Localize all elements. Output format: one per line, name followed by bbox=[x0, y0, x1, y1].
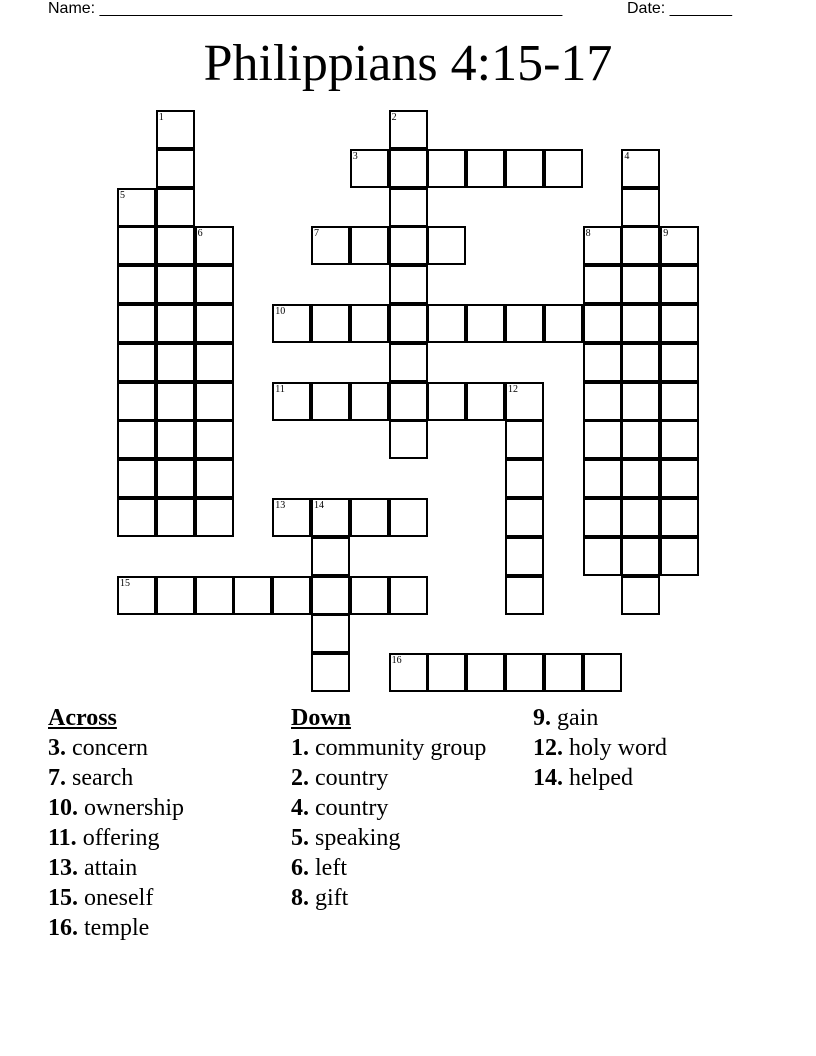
grid-cell[interactable] bbox=[660, 382, 699, 421]
clue-text: oneself bbox=[84, 885, 154, 911]
grid-cell[interactable] bbox=[272, 498, 311, 537]
grid-cell[interactable] bbox=[389, 110, 428, 149]
page-title: Philippians 4:15-17 bbox=[203, 35, 613, 92]
cell-number: 8 bbox=[585, 228, 591, 240]
clue-number: 1. bbox=[291, 735, 309, 761]
clue-number: 14. bbox=[533, 765, 563, 791]
grid-cell[interactable] bbox=[389, 226, 428, 265]
cell-number: 10 bbox=[275, 306, 286, 317]
cell-number: 9 bbox=[663, 228, 669, 240]
grid-cell[interactable] bbox=[621, 420, 660, 459]
grid-cell[interactable] bbox=[117, 576, 156, 615]
clue-text: search bbox=[72, 765, 134, 791]
grid-cell[interactable] bbox=[311, 653, 350, 692]
grid-cell[interactable] bbox=[427, 304, 466, 343]
grid-cell[interactable] bbox=[117, 498, 156, 537]
grid-cell[interactable] bbox=[544, 653, 583, 692]
grid-cell[interactable] bbox=[389, 653, 428, 692]
grid-cell[interactable] bbox=[350, 576, 389, 615]
clue-text: country bbox=[315, 795, 389, 821]
grid-cell[interactable] bbox=[311, 304, 350, 343]
grid-cell[interactable] bbox=[466, 304, 505, 343]
down-clue-list bbox=[291, 733, 511, 913]
grid-cell[interactable] bbox=[583, 420, 622, 459]
down-clues bbox=[291, 703, 511, 913]
clue-item bbox=[48, 913, 268, 943]
clue-text: community group bbox=[315, 735, 487, 761]
cell-number: 2 bbox=[391, 112, 397, 123]
grid-cell[interactable] bbox=[583, 653, 622, 692]
grid-cell[interactable] bbox=[117, 188, 156, 227]
clue-number: 5. bbox=[291, 825, 309, 851]
grid-cell[interactable] bbox=[311, 576, 350, 615]
grid-cell[interactable] bbox=[195, 420, 234, 459]
clue-number: 8. bbox=[291, 885, 309, 911]
grid-cell[interactable] bbox=[117, 343, 156, 382]
cell-number: 12 bbox=[508, 383, 518, 395]
grid-cell[interactable] bbox=[466, 382, 505, 421]
grid-cell[interactable] bbox=[272, 382, 311, 421]
grid-cell[interactable] bbox=[156, 420, 195, 459]
grid-cell[interactable] bbox=[156, 459, 195, 498]
grid-cell[interactable] bbox=[117, 420, 156, 459]
clue-text: attain bbox=[84, 855, 138, 881]
cell-number: 15 bbox=[120, 577, 130, 589]
grid-cell[interactable] bbox=[583, 265, 622, 304]
grid-cell[interactable] bbox=[195, 382, 234, 421]
grid-cell[interactable] bbox=[350, 226, 389, 265]
clue-text: country bbox=[315, 765, 389, 791]
grid-cell[interactable] bbox=[117, 382, 156, 421]
grid-cell[interactable] bbox=[195, 265, 234, 304]
clue-text: left bbox=[315, 855, 347, 881]
cell-number: 6 bbox=[197, 228, 203, 240]
clue-item bbox=[291, 763, 511, 793]
clue-number: 7. bbox=[48, 765, 66, 791]
clue-item bbox=[291, 853, 511, 883]
clue-item bbox=[48, 883, 268, 913]
grid-cell[interactable] bbox=[389, 149, 428, 188]
grid-cell[interactable] bbox=[389, 382, 428, 421]
grid-cell[interactable] bbox=[505, 653, 544, 692]
clue-number: 6. bbox=[291, 855, 309, 881]
grid-cell[interactable] bbox=[156, 226, 195, 265]
clue-item bbox=[291, 823, 511, 853]
grid-cell[interactable] bbox=[427, 149, 466, 188]
down-heading: Down bbox=[291, 705, 352, 731]
clue-item bbox=[48, 763, 268, 793]
down-clues-continued bbox=[533, 703, 773, 793]
clue-text: gain bbox=[557, 705, 599, 731]
grid-cell[interactable] bbox=[505, 537, 544, 576]
grid-cell[interactable] bbox=[660, 304, 699, 343]
grid-cell[interactable] bbox=[544, 304, 583, 343]
clue-text: holy word bbox=[569, 735, 667, 761]
clue-number: 2. bbox=[291, 765, 309, 791]
grid-cell[interactable] bbox=[389, 498, 428, 537]
grid-cell[interactable] bbox=[156, 265, 195, 304]
grid-cell[interactable] bbox=[660, 498, 699, 537]
grid-cell[interactable] bbox=[583, 343, 622, 382]
clue-number: 15. bbox=[48, 885, 78, 911]
grid-cell[interactable] bbox=[156, 110, 195, 149]
grid-cell[interactable] bbox=[156, 343, 195, 382]
grid-cell[interactable] bbox=[621, 576, 660, 615]
across-clue-list bbox=[48, 733, 268, 943]
grid-cell[interactable] bbox=[621, 537, 660, 576]
grid-cell[interactable] bbox=[660, 459, 699, 498]
cell-number: 13 bbox=[275, 500, 286, 511]
clue-number: 11. bbox=[48, 825, 77, 851]
clue-text: ownership bbox=[84, 795, 184, 821]
grid-cell[interactable] bbox=[117, 265, 156, 304]
grid-cell[interactable] bbox=[583, 382, 622, 421]
grid-cell[interactable] bbox=[117, 459, 156, 498]
clue-text: helped bbox=[569, 765, 633, 791]
grid-cell[interactable] bbox=[621, 304, 660, 343]
clue-text: temple bbox=[84, 915, 150, 941]
grid-cell[interactable] bbox=[195, 498, 234, 537]
grid-cell[interactable] bbox=[117, 304, 156, 343]
clue-number: 9. bbox=[533, 705, 551, 731]
grid-cell[interactable] bbox=[621, 382, 660, 421]
clue-item bbox=[48, 823, 268, 853]
grid-cell[interactable] bbox=[466, 653, 505, 692]
grid-cell[interactable] bbox=[311, 498, 350, 537]
grid-cell[interactable] bbox=[660, 537, 699, 576]
grid-cell[interactable] bbox=[156, 576, 195, 615]
clue-item bbox=[48, 793, 268, 823]
clue-item bbox=[291, 733, 511, 763]
clue-item bbox=[291, 793, 511, 823]
grid-cell[interactable] bbox=[389, 343, 428, 382]
grid-cell[interactable] bbox=[389, 188, 428, 227]
cell-number: 7 bbox=[314, 228, 319, 240]
grid-cell[interactable] bbox=[583, 459, 622, 498]
clue-text: concern bbox=[72, 735, 148, 761]
down-clue-list-continued bbox=[533, 703, 773, 793]
grid-cell[interactable] bbox=[583, 498, 622, 537]
grid-cell[interactable] bbox=[389, 420, 428, 459]
grid-cell[interactable] bbox=[156, 382, 195, 421]
grid-cell[interactable] bbox=[156, 149, 195, 188]
clue-text: gift bbox=[315, 885, 349, 911]
clue-item bbox=[533, 733, 773, 763]
clue-text: offering bbox=[82, 825, 160, 851]
cell-number: 4 bbox=[624, 150, 630, 162]
grid-cell[interactable] bbox=[505, 304, 544, 343]
grid-cell[interactable] bbox=[427, 653, 466, 692]
across-clues bbox=[48, 703, 268, 943]
grid-cell[interactable] bbox=[583, 226, 622, 265]
grid-cell[interactable] bbox=[621, 459, 660, 498]
date-field-line: Date: _______ bbox=[627, 0, 732, 17]
grid-cell[interactable] bbox=[350, 382, 389, 421]
grid-cell[interactable] bbox=[389, 304, 428, 343]
clue-number: 16. bbox=[48, 915, 78, 941]
clue-item bbox=[48, 853, 268, 883]
clue-item bbox=[291, 883, 511, 913]
grid-cell[interactable] bbox=[233, 576, 272, 615]
clue-number: 3. bbox=[48, 735, 66, 761]
grid-cell[interactable] bbox=[311, 614, 350, 653]
grid-cell[interactable] bbox=[621, 343, 660, 382]
grid-cell[interactable] bbox=[156, 498, 195, 537]
cell-number: 14 bbox=[314, 500, 324, 511]
grid-cell[interactable] bbox=[466, 149, 505, 188]
grid-cell[interactable] bbox=[195, 459, 234, 498]
grid-cell[interactable] bbox=[117, 226, 156, 265]
grid-cell[interactable] bbox=[621, 498, 660, 537]
grid-cell[interactable] bbox=[583, 537, 622, 576]
grid-cell[interactable] bbox=[505, 498, 544, 537]
grid-cell[interactable] bbox=[660, 343, 699, 382]
grid-cell[interactable] bbox=[505, 149, 544, 188]
clue-number: 12. bbox=[533, 735, 563, 761]
grid-cell[interactable] bbox=[544, 149, 583, 188]
cell-number: 16 bbox=[391, 655, 402, 667]
grid-cell[interactable] bbox=[389, 265, 428, 304]
clue-text: speaking bbox=[315, 825, 401, 851]
grid-cell[interactable] bbox=[195, 343, 234, 382]
grid-cell[interactable] bbox=[156, 304, 195, 343]
across-heading: Across bbox=[48, 705, 117, 731]
grid-cell[interactable] bbox=[311, 382, 350, 421]
grid-cell[interactable] bbox=[621, 265, 660, 304]
clue-number: 13. bbox=[48, 855, 78, 881]
grid-cell[interactable] bbox=[350, 304, 389, 343]
clue-number: 4. bbox=[291, 795, 309, 821]
grid-cell[interactable] bbox=[195, 576, 234, 615]
cell-number: 3 bbox=[352, 150, 358, 162]
clue-item bbox=[533, 703, 773, 733]
grid-cell[interactable] bbox=[660, 265, 699, 304]
cell-number: 5 bbox=[120, 189, 125, 201]
clue-item bbox=[533, 763, 773, 793]
grid-cell[interactable] bbox=[427, 382, 466, 421]
grid-cell[interactable] bbox=[505, 576, 544, 615]
grid-cell[interactable] bbox=[583, 304, 622, 343]
cell-number: 1 bbox=[158, 112, 164, 123]
grid-cell[interactable] bbox=[505, 420, 544, 459]
grid-cell[interactable] bbox=[427, 226, 466, 265]
clue-number: 10. bbox=[48, 795, 78, 821]
cell-number: 11 bbox=[275, 383, 285, 395]
grid-cell[interactable] bbox=[621, 226, 660, 265]
grid-cell[interactable] bbox=[311, 537, 350, 576]
grid-cell[interactable] bbox=[660, 226, 699, 265]
grid-cell[interactable] bbox=[660, 420, 699, 459]
grid-cell[interactable] bbox=[505, 382, 544, 421]
name-field-line: Name: ____________________________________________________ bbox=[48, 0, 563, 17]
grid-cell[interactable] bbox=[505, 459, 544, 498]
grid-cell[interactable] bbox=[621, 188, 660, 227]
grid-cell[interactable] bbox=[350, 149, 389, 188]
grid-cell[interactable] bbox=[621, 149, 660, 188]
grid-cell[interactable] bbox=[195, 304, 234, 343]
grid-cell[interactable] bbox=[156, 188, 195, 227]
grid-cell[interactable] bbox=[272, 576, 311, 615]
clue-item bbox=[48, 733, 268, 763]
grid-cell[interactable] bbox=[350, 498, 389, 537]
grid-cell[interactable] bbox=[272, 304, 311, 343]
grid-cell[interactable] bbox=[311, 226, 350, 265]
grid-cell[interactable] bbox=[389, 576, 428, 615]
grid-cell[interactable] bbox=[195, 226, 234, 265]
